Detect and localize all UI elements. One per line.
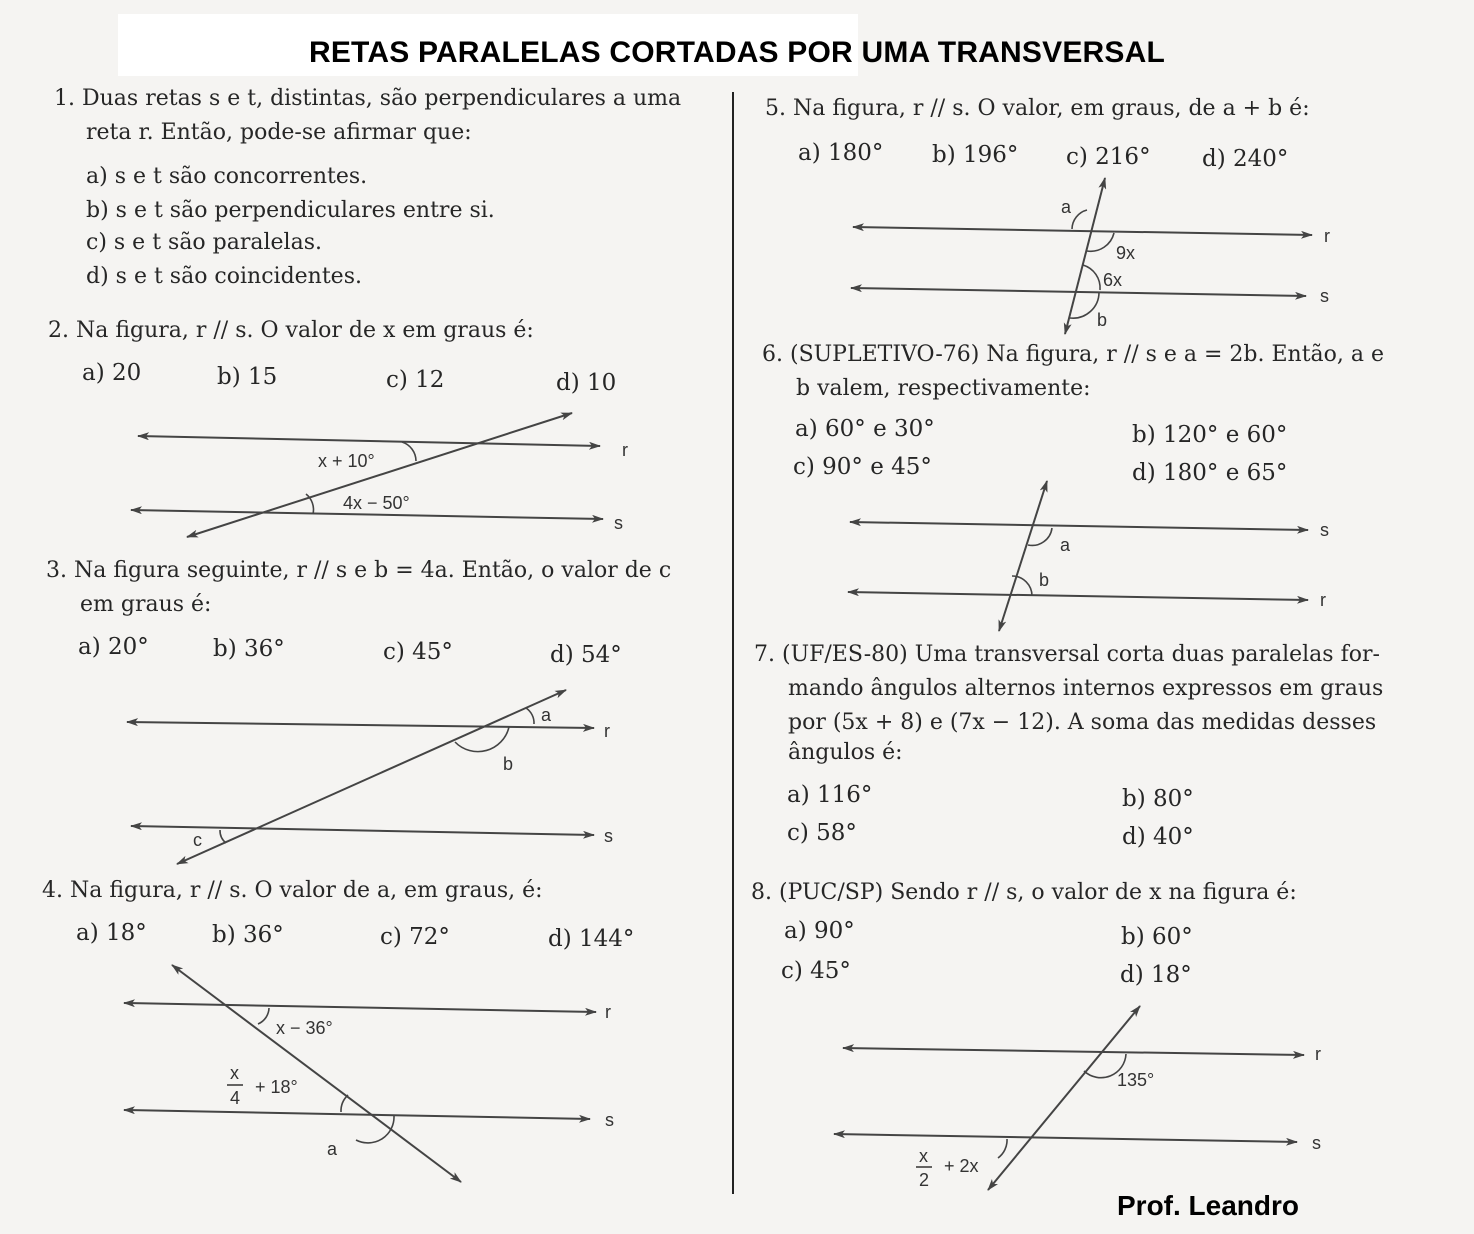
q7-stem-line3: por (5x + 8) e (7x − 12). A soma das medidas desses: [788, 710, 1377, 735]
q4-option-a[interactable]: a) 18°: [76, 920, 147, 946]
q3-option-d[interactable]: d) 54°: [550, 642, 622, 668]
q2-r-label: r: [622, 440, 628, 460]
q6-r-label: r: [1320, 590, 1326, 610]
q2-option-d[interactable]: d) 10: [556, 370, 617, 396]
q8-option-d[interactable]: d) 18°: [1120, 962, 1192, 988]
q8-frac-num: x: [919, 1146, 928, 1166]
q6-s-label: s: [1320, 520, 1329, 540]
q3-s-label: s: [604, 826, 613, 846]
q3-option-c[interactable]: c) 45°: [383, 639, 453, 665]
q3-option-b[interactable]: b) 36°: [213, 636, 285, 662]
q7-stem-line2: mando ângulos alternos internos expressos em graus: [788, 676, 1384, 701]
q1-option-b[interactable]: b) s e t são perpendiculares entre si.: [86, 198, 495, 223]
q7-option-b[interactable]: b) 80°: [1122, 786, 1194, 812]
q4-r-label: r: [605, 1002, 611, 1022]
q4-option-d[interactable]: d) 144°: [548, 926, 635, 952]
q8-line-r: [843, 1048, 1304, 1055]
q5-r-label: r: [1324, 226, 1330, 246]
q4-frac-rest: + 18°: [255, 1077, 298, 1097]
q2-option-c[interactable]: c) 12: [386, 367, 445, 393]
q4-option-c[interactable]: c) 72°: [380, 924, 450, 950]
page-title: RETAS PARALELAS CORTADAS POR UMA TRANSVERSAL: [308, 36, 1166, 69]
q2-stem: 2. Na figura, r // s. O valor de x em graus é:: [48, 318, 534, 343]
q6-stem-line2: b valem, respectivamente:: [796, 376, 1091, 401]
q5-9x-label: 9x: [1116, 243, 1136, 263]
q4-frac-num: x: [230, 1063, 239, 1083]
q4-option-b[interactable]: b) 36°: [212, 922, 284, 948]
q3-option-a[interactable]: a) 20°: [78, 634, 149, 660]
q8-transversal: [988, 1006, 1140, 1190]
q1-stem-line1: 1. Duas retas s e t, distintas, são perpendiculares a uma: [54, 86, 682, 111]
q4-a-label: a: [327, 1139, 338, 1159]
q4-stem: 4. Na figura, r // s. O valor de a, em graus, é:: [42, 878, 543, 903]
q5-b-label: b: [1097, 310, 1108, 330]
q1-stem-line2: reta r. Então, pode-se afirmar que:: [86, 120, 472, 145]
q4-s-label: s: [605, 1110, 614, 1130]
q1-option-d[interactable]: d) s e t são coincidentes.: [86, 264, 362, 289]
q5-6x-label: 6x: [1103, 270, 1123, 290]
q8-line-s: [834, 1134, 1297, 1142]
q8-r-label: r: [1315, 1044, 1321, 1064]
q7-stem-line4: ângulos é:: [788, 740, 903, 765]
q3-stem-line1: 3. Na figura seguinte, r // s e b = 4a. Então, o valor de c: [46, 558, 672, 583]
q7-option-c[interactable]: c) 58°: [787, 820, 857, 846]
q6-option-c[interactable]: c) 90° e 45°: [793, 454, 932, 480]
q8-option-b[interactable]: b) 60°: [1121, 924, 1193, 950]
q3-b-label: b: [503, 754, 514, 774]
q8-frac-rest: + 2x: [944, 1156, 979, 1176]
q5-option-c[interactable]: c) 216°: [1066, 144, 1151, 170]
q6-option-b[interactable]: b) 120° e 60°: [1132, 422, 1288, 448]
q3-a-label: a: [541, 705, 552, 725]
q5-option-b[interactable]: b) 196°: [932, 142, 1019, 168]
q5-s-label: s: [1320, 286, 1329, 306]
q2-option-b[interactable]: b) 15: [217, 364, 278, 390]
q3-stem-line2: em graus é:: [80, 592, 212, 617]
q5-stem: 5. Na figura, r // s. O valor, em graus, de a + b é:: [765, 96, 1310, 121]
author-signature: Prof. Leandro: [1117, 1190, 1300, 1221]
q6-stem-line1: 6. (SUPLETIVO-76) Na figura, r // s e a = 2b. Então, a e: [762, 342, 1385, 367]
q5-option-a[interactable]: a) 180°: [798, 140, 884, 166]
q7-option-d[interactable]: d) 40°: [1122, 824, 1194, 850]
q2-option-a[interactable]: a) 20: [82, 360, 142, 386]
q2-angle1-label: x + 10°: [318, 451, 375, 471]
q7-option-a[interactable]: a) 116°: [787, 782, 873, 808]
q8-arc-x: [998, 1139, 1007, 1158]
q2-angle2-label: 4x − 50°: [343, 493, 410, 513]
q8-option-c[interactable]: c) 45°: [781, 958, 851, 984]
q3-c-label: c: [193, 830, 202, 850]
q7-stem-line1: 7. (UF/ES-80) Uma transversal corta duas paralelas for-: [754, 642, 1380, 667]
q8-stem: 8. (PUC/SP) Sendo r // s, o valor de x na figura é:: [751, 880, 1297, 905]
q8-s-label: s: [1312, 1133, 1321, 1153]
q6-option-d[interactable]: d) 180° e 65°: [1132, 460, 1288, 486]
q3-r-label: r: [604, 721, 610, 741]
q4-frac-den: 4: [230, 1088, 241, 1108]
q2-s-label: s: [614, 513, 623, 533]
q8-frac-den: 2: [919, 1170, 930, 1190]
q1-option-a[interactable]: a) s e t são concorrentes.: [86, 164, 368, 189]
q8-angle1-label: 135°: [1117, 1070, 1155, 1090]
q1-option-c[interactable]: c) s e t são paralelas.: [86, 230, 322, 255]
q5-option-d[interactable]: d) 240°: [1202, 146, 1289, 172]
q5-a-label: a: [1061, 197, 1072, 217]
q6-option-a[interactable]: a) 60° e 30°: [795, 416, 935, 442]
q6-b-label: b: [1039, 570, 1050, 590]
q6-a-label: a: [1060, 535, 1071, 555]
q4-angle1-label: x − 36°: [276, 1018, 333, 1038]
q8-option-a[interactable]: a) 90°: [784, 918, 855, 944]
